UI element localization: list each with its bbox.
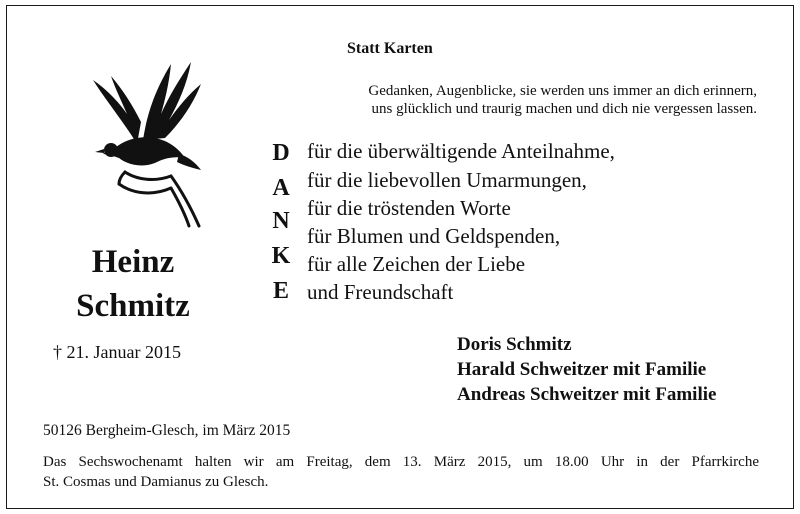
- header-title: Statt Karten: [347, 40, 433, 57]
- signers-list: [457, 332, 716, 407]
- signer-name: Harald Schweitzer mit Familie: [457, 359, 707, 380]
- thanks-line: für alle Zeichen der Liebe: [307, 252, 526, 276]
- memorial-quote: [307, 82, 757, 118]
- danke-letter-n: N: [272, 208, 290, 234]
- place-date: 50126 Bergheim-Glesch, im März 2015: [43, 422, 291, 439]
- notice-line: Das Sechswochenamt halten wir am Freitag, dem 13. März 2015, um 18.00 Uhr in der Pfarrkirche: [43, 454, 759, 470]
- danke-letter-a: A: [272, 175, 290, 201]
- obituary-card: [6, 5, 794, 509]
- thanks-line: für die tröstenden Worte: [307, 196, 511, 220]
- thanks-line: und Freundschaft: [307, 280, 454, 304]
- quote-line: Gedanken, Augenblicke, sie werden uns immer an dich erinnern,: [368, 83, 757, 99]
- thanks-line: für Blumen und Geldspenden,: [307, 224, 561, 248]
- deceased-first-name: Heinz: [91, 244, 175, 280]
- death-date: † 21. Januar 2015: [53, 342, 181, 362]
- thanks-line: für die liebevollen Umarmungen,: [307, 168, 587, 192]
- dove-on-hand-icon: [85, 44, 207, 230]
- danke-letter-k: K: [271, 243, 291, 269]
- deceased-last-name: Schmitz: [76, 288, 190, 324]
- quote-line: uns glücklich und traurig machen und dich nie vergessen lassen.: [371, 101, 757, 117]
- mass-notice: [43, 452, 759, 492]
- thanks-line: für die überwältigende Anteilnahme,: [307, 139, 615, 163]
- danke-letter-d: D: [272, 140, 290, 166]
- danke-letter-e: E: [272, 278, 289, 304]
- signer-name: Andreas Schweitzer mit Familie: [457, 384, 717, 405]
- notice-line: St. Cosmas und Damianus zu Glesch.: [43, 474, 269, 490]
- signer-name: Doris Schmitz: [457, 334, 572, 355]
